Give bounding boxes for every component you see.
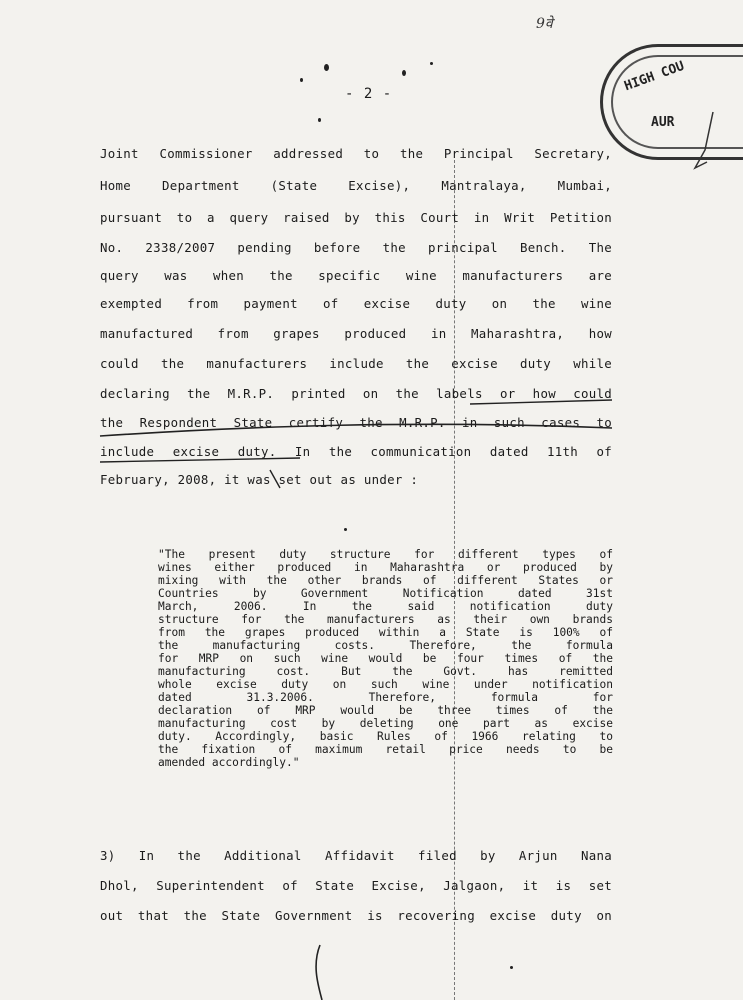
quote-line: structure for the manufacturers as their own brands <box>158 613 613 626</box>
quote-line: mixing with the other brands of different States or <box>158 574 613 587</box>
quote-line: from the grapes produced within a State is 100% of <box>158 626 613 639</box>
quote-line: March, 2006. In the said notification duty <box>158 600 613 613</box>
quote-line: manufacturing cost. But the Govt. has remitted <box>158 665 613 678</box>
paragraph-line: Joint Commissioner addressed to the Principal Secretary, <box>100 146 612 161</box>
paragraph-line: out that the State Government is recovering excise duty on <box>100 908 612 923</box>
quote-line: Countries by Government Notification dated 31st <box>158 587 613 600</box>
paragraph-line: 3) In the Additional Affidavit filed by Arjun Nana <box>100 848 612 863</box>
paragraph-line: include excise duty. In the communication dated 11th of <box>100 444 612 459</box>
scan-speck <box>344 528 347 531</box>
paragraph-line: pursuant to a query raised by this Court in Writ Petition <box>100 210 612 225</box>
paragraph-line: declaring the M.R.P. printed on the labels or how could <box>100 386 612 401</box>
scan-speck <box>402 70 406 76</box>
scan-speck <box>300 78 303 82</box>
scan-speck <box>510 966 513 969</box>
paragraph-line: Dhol, Superintendent of State Excise, Jalgaon, it is set <box>100 878 612 893</box>
scan-speck <box>430 62 433 65</box>
paragraph-line: the Respondent State certify the M.R.P. in such cases to <box>100 415 612 430</box>
quote-line: "The present duty structure for different types of <box>158 548 613 561</box>
paragraph-line: No. 2338/2007 pending before the principal Bench. The <box>100 240 612 255</box>
quote-line: the fixation of maximum retail price needs to be <box>158 743 613 756</box>
quote-line: the manufacturing costs. Therefore, the formula <box>158 639 613 652</box>
paragraph-line: February, 2008, it was set out as under : <box>100 472 419 487</box>
quote-line: dated 31.3.2006. Therefore, formula for <box>158 691 613 704</box>
scan-speck <box>318 118 321 122</box>
quote-line: for MRP on such wine would be four times of the <box>158 652 613 665</box>
paragraph-line: Home Department (State Excise), Mantralaya, Mumbai, <box>100 178 612 193</box>
paragraph-line: query was when the specific wine manufacturers are <box>100 268 612 283</box>
paragraph-line: exempted from payment of excise duty on the wine <box>100 296 612 311</box>
quote-line: wines either produced in Maharashtra or produced by <box>158 561 613 574</box>
quote-line: declaration of MRP would be three times of the <box>158 704 613 717</box>
court-seal-top-text: HIGH COU <box>622 58 687 95</box>
paragraph-line: manufactured from grapes produced in Maharashtra, how <box>100 326 612 341</box>
quote-line: amended accordingly." <box>158 756 300 769</box>
scan-speck <box>324 64 329 71</box>
quote-line: manufacturing cost by deleting one part as excise <box>158 717 613 730</box>
quote-line: duty. Accordingly, basic Rules of 1966 relating to <box>158 730 613 743</box>
handwritten-note: 9वे <box>536 16 553 32</box>
paragraph-line: could the manufacturers include the excise duty while <box>100 356 612 371</box>
court-seal-bottom-text: AUR <box>651 115 675 130</box>
quote-line: whole excise duty on such wine under notification <box>158 678 613 691</box>
page-number: - 2 - <box>345 86 393 102</box>
